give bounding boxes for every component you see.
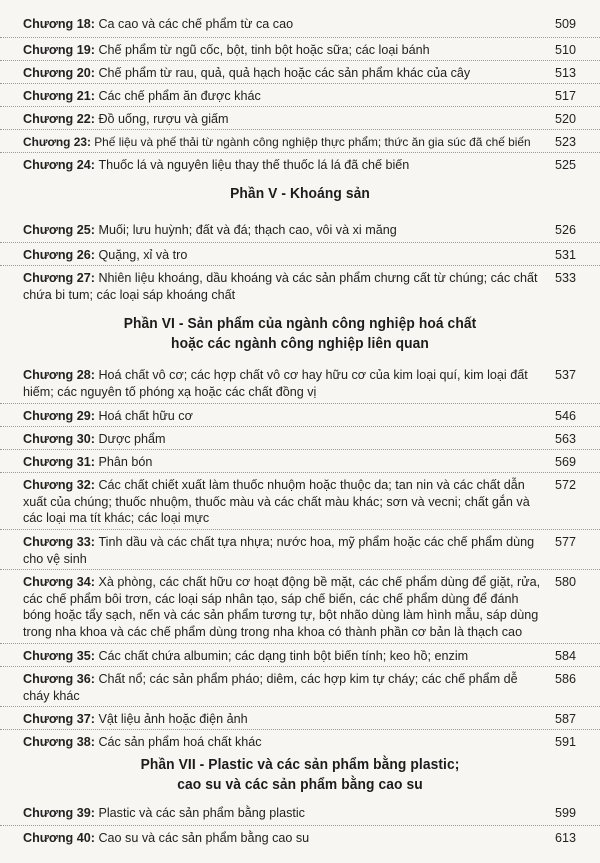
part-7-heading [24, 755, 576, 795]
chapter-label: Chương 40: [23, 831, 99, 845]
page-number: 510 [554, 43, 576, 57]
chapter-title: Hoá chất hữu cơ [98, 409, 193, 423]
toc-entry[interactable] [0, 366, 600, 404]
page-number: 586 [554, 672, 576, 686]
toc-entry[interactable] [0, 804, 600, 826]
toc-block-part5 [0, 220, 600, 307]
chapter-title: Các chất chứa albumin; các dạng tinh bột biến tính; keo hồ; enzim [98, 649, 469, 663]
part-7-title-line-1: Phần VII - Plastic và các sản phẩm bằng plastic; [140, 756, 460, 773]
page-number: 569 [554, 455, 576, 469]
chapter-label: Chương 33: [23, 535, 99, 549]
chapter-title: Thuốc lá và nguyên liệu thay thế thuốc lá lá đã chế biến [98, 158, 410, 172]
part-7-title-line-2: cao su và các sản phẩm bằng cao su [177, 776, 423, 793]
part-6-title-line-2: hoặc các ngành công nghiệp liên quan [171, 335, 429, 352]
chapter-title: Xà phòng, các chất hữu cơ hoạt động bề mặt, các chế phẩm dùng để giặt, rửa, các chế phẩm bôi trơn, các loại sáp nhân tạo, sáp chế biến, các chế phẩm dùng để đánh bóng hoặc tẩy sạch, nến và các sản phẩm tương tự, bột nhão dùng làm hình mẫu, sáp dùng trong nha khoa và các chế phẩm dùng trong nha khoa có thành phần cơ bản là thạch cao [23, 575, 541, 639]
chapter-title: Nhiên liệu khoáng, dầu khoáng và các sản phẩm chưng cất từ chúng; các chất chứa bi tum; các loại sáp khoáng chất [23, 271, 538, 302]
toc-entry[interactable] [0, 243, 600, 266]
chapter-title: Quặng, xỉ và tro [98, 248, 188, 262]
chapter-label: Chương 34: [23, 575, 99, 589]
page-number: 517 [554, 89, 576, 103]
part-6-heading [24, 314, 576, 354]
toc-entry[interactable] [0, 16, 600, 38]
page-number: 523 [554, 135, 576, 149]
toc-entry[interactable] [0, 826, 600, 849]
chapter-title: Dược phẩm [98, 432, 166, 446]
toc-entry[interactable] [0, 107, 600, 130]
page-number: 584 [554, 649, 576, 663]
toc-entry[interactable] [0, 530, 600, 570]
page-number: 526 [554, 223, 576, 237]
page-number: 572 [554, 478, 576, 492]
toc-entry[interactable] [0, 450, 600, 473]
chapter-label: Chương 22: [23, 112, 99, 126]
page-number: 591 [554, 735, 576, 749]
chapter-title: Ca cao và các chế phẩm từ ca cao [98, 17, 294, 31]
toc-entry[interactable] [0, 570, 600, 644]
toc-entry[interactable] [0, 61, 600, 84]
toc-entry[interactable] [0, 473, 600, 530]
page-number: 525 [554, 158, 576, 172]
page-number: 599 [554, 806, 576, 820]
toc-entry[interactable] [0, 730, 600, 753]
chapter-label: Chương 26: [23, 248, 99, 262]
toc-entry[interactable] [0, 644, 600, 667]
page-number: 563 [554, 432, 576, 446]
toc-entry[interactable] [0, 667, 600, 707]
page-number: 587 [554, 712, 576, 726]
chapter-label: Chương 18: [23, 17, 99, 31]
part-5-title: Phần V - Khoáng sản [230, 185, 370, 202]
page-number: 613 [554, 831, 576, 845]
chapter-label: Chương 25: [23, 223, 99, 237]
page-number: 531 [554, 248, 576, 262]
toc-block-part4 [0, 16, 600, 176]
chapter-title: Đồ uống, rượu và giấm [98, 112, 229, 126]
chapter-label: Chương 24: [23, 158, 99, 172]
chapter-title: Vật liệu ảnh hoặc điện ảnh [98, 712, 248, 726]
chapter-label: Chương 39: [23, 806, 99, 820]
page-number: 577 [554, 535, 576, 549]
chapter-title: Chế phẩm từ rau, quả, quả hạch hoặc các sản phẩm khác của cây [98, 66, 471, 80]
toc-entry[interactable] [0, 84, 600, 107]
page-number: 580 [554, 575, 576, 589]
page-number: 533 [554, 271, 576, 285]
chapter-label: Chương 27: [23, 271, 99, 285]
chapter-label: Chương 21: [23, 89, 99, 103]
chapter-label: Chương 31: [23, 455, 99, 469]
chapter-title: Các chất chiết xuất làm thuốc nhuộm hoặc thuộc da; tan nin và các chất dẫn xuất của chúng; thuốc nhuộm, thuốc màu và các chất màu khác; sơn và vecni; chất gắn và các loại ma tít khác; các loại mực [23, 478, 530, 525]
part-6-title-line-1: Phần VI - Sản phẩm của ngành công nghiệp hoá chất [123, 315, 477, 332]
chapter-title: Phân bón [98, 455, 153, 469]
toc-entry[interactable] [0, 427, 600, 450]
toc-entry[interactable] [0, 404, 600, 427]
page-number: 520 [554, 112, 576, 126]
chapter-title: Các sản phẩm hoá chất khác [98, 735, 262, 749]
chapter-label: Chương 20: [23, 66, 99, 80]
chapter-label: Chương 35: [23, 649, 99, 663]
chapter-title: Chất nổ; các sản phẩm pháo; diêm, các hợp kim tự cháy; các chế phẩm dễ cháy khác [23, 672, 518, 703]
chapter-label: Chương 37: [23, 712, 99, 726]
chapter-label: Chương 23: [23, 135, 95, 149]
toc-entry[interactable] [0, 153, 600, 176]
chapter-label: Chương 28: [23, 368, 99, 382]
chapter-title: Tinh dầu và các chất tựa nhựa; nước hoa, mỹ phẩm hoặc các chế phẩm dùng cho vệ sinh [23, 535, 535, 566]
page-number: 513 [554, 66, 576, 80]
chapter-title: Muối; lưu huỳnh; đất và đá; thạch cao, vôi và xi măng [98, 223, 397, 237]
toc-block-part7 [0, 804, 600, 849]
toc-entry[interactable] [0, 220, 600, 243]
chapter-title: Hoá chất vô cơ; các hợp chất vô cơ hay hữu cơ của kim loại quí, kim loại đất hiếm; các nguyên tố phóng xạ hoặc các chất đồng vị [23, 368, 528, 399]
chapter-label: Chương 36: [23, 672, 99, 686]
chapter-title: Chế phẩm từ ngũ cốc, bột, tinh bột hoặc sữa; các loại bánh [98, 43, 430, 57]
chapter-label: Chương 29: [23, 409, 99, 423]
chapter-label: Chương 19: [23, 43, 99, 57]
chapter-label: Chương 30: [23, 432, 99, 446]
chapter-label: Chương 38: [23, 735, 99, 749]
part-5-heading [24, 184, 576, 204]
page-number: 509 [554, 17, 576, 31]
toc-entry[interactable] [0, 266, 600, 307]
toc-block-part6 [0, 366, 600, 753]
toc-entry[interactable] [0, 707, 600, 730]
chapter-title: Phế liệu và phế thải từ ngành công nghiệp thực phẩm; thức ăn gia súc đã chế biến [94, 135, 531, 149]
chapter-title: Plastic và các sản phẩm bằng plastic [98, 806, 305, 820]
page-number: 546 [554, 409, 576, 423]
chapter-title: Các chế phẩm ăn được khác [98, 89, 261, 103]
page-number: 537 [554, 368, 576, 382]
chapter-label: Chương 32: [23, 478, 99, 492]
toc-entry[interactable] [0, 130, 600, 153]
chapter-title: Cao su và các sản phẩm bằng cao su [98, 831, 310, 845]
toc-entry[interactable] [0, 38, 600, 61]
